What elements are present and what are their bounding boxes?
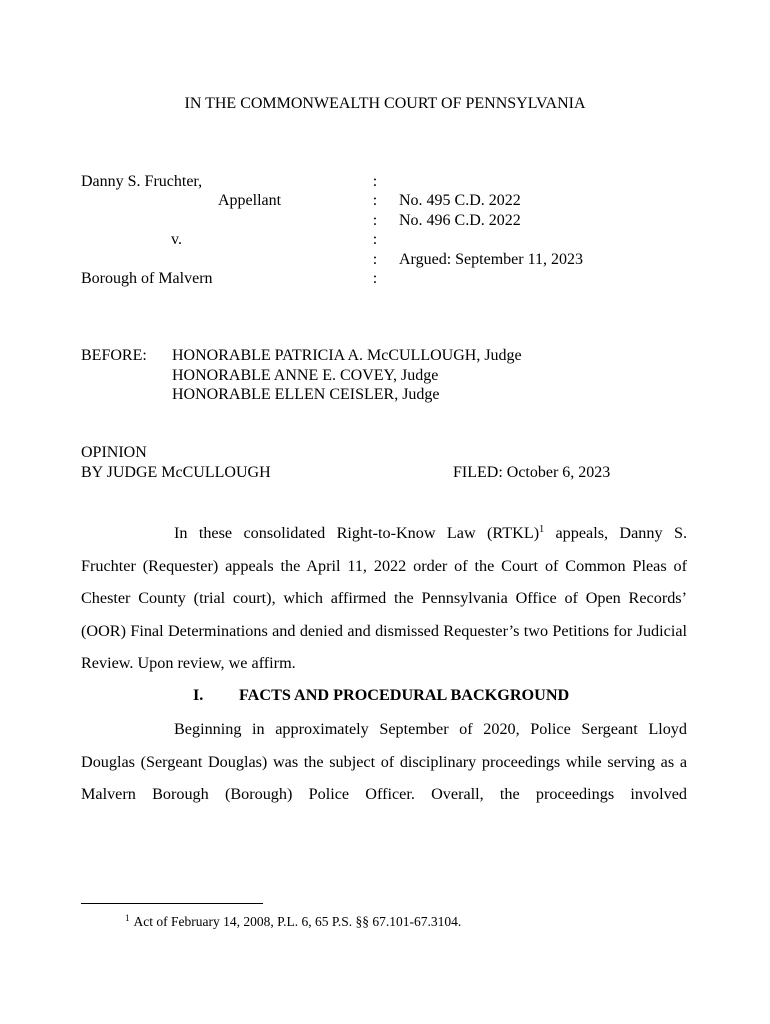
- opinion-label: OPINION: [81, 444, 147, 461]
- footnote-divider: [81, 903, 263, 904]
- paragraph-text: In these consolidated Right-to-Know Law (RTKL): [174, 524, 540, 542]
- caption-colon: :: [372, 212, 378, 229]
- docket-number-2: No. 496 C.D. 2022: [399, 212, 521, 229]
- judge-line: HONORABLE PATRICIA A. McCULLOUGH, Judge: [172, 347, 522, 364]
- section-number: I.: [193, 686, 204, 704]
- docket-number-1: No. 495 C.D. 2022: [399, 192, 521, 209]
- paragraph-text: Beginning in approximately September of 2020, Police Sergeant Lloyd Douglas (Sergeant Douglas) was the subject of disciplinary proceedings while serving as a Malvern Borough (Borough) Police Officer. Overall, the proceedings involved: [81, 720, 687, 804]
- caption-colon: :: [372, 270, 378, 287]
- judge-line: HONORABLE ELLEN CEISLER, Judge: [172, 386, 440, 403]
- caption-colon: :: [372, 231, 378, 248]
- footnote-marker: 1: [125, 913, 130, 923]
- paragraph-text: appeals, Danny S. Fruchter (Requester) appeals the April 11, 2022 order of the Court of Common Pleas of Chester County (trial court), which affirmed the Pennsylvania Office of Open Records’ (OOR) Final Determinations and denied and dismissed Requester’s two Petitions for Judicial Review. Upon review, we affirm.: [81, 524, 687, 673]
- appellant-role: Appellant: [218, 192, 282, 209]
- footnote-reference: 1: [539, 524, 545, 535]
- before-label: BEFORE:: [81, 347, 147, 364]
- filed-date: FILED: October 6, 2023: [453, 464, 611, 481]
- footnote-text: Act of February 14, 2008, P.L. 6, 65 P.S. §§ 67.101-67.3104.: [133, 914, 462, 929]
- appellant-name: Danny S. Fruchter,: [81, 173, 203, 190]
- caption-colon: :: [372, 192, 378, 209]
- opinion-paragraph: [81, 713, 687, 811]
- opinion-author: BY JUDGE McCULLOUGH: [81, 464, 271, 481]
- caption-colon: :: [372, 251, 378, 268]
- caption-colon: :: [372, 173, 378, 190]
- section-title: FACTS AND PROCEDURAL BACKGROUND: [239, 686, 570, 704]
- court-title: IN THE COMMONWEALTH COURT OF PENNSYLVANIA: [184, 95, 586, 112]
- versus: v.: [171, 231, 182, 248]
- judge-line: HONORABLE ANNE E. COVEY, Judge: [172, 367, 439, 384]
- appellee-name: Borough of Malvern: [81, 270, 213, 287]
- footnote: [125, 913, 461, 931]
- argued-date: Argued: September 11, 2023: [399, 251, 583, 268]
- opinion-paragraph: [81, 517, 687, 680]
